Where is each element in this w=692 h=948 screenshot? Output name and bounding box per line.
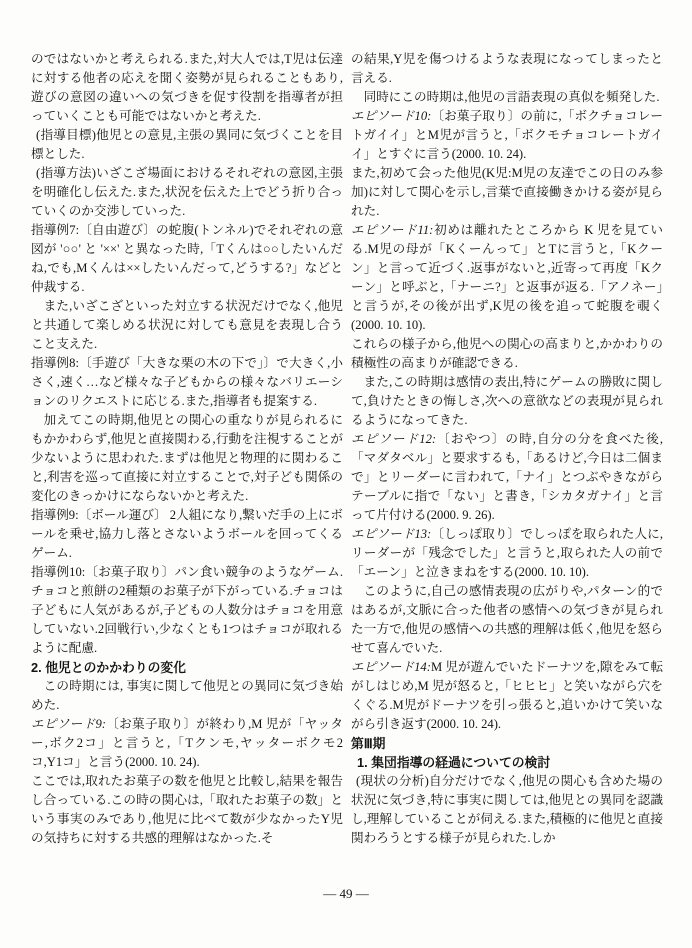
episode-paragraph: エピソード14:M 児が遊んでいたドーナツを,隙をみて転がしはじめ,M 児が怒ると,「ヒヒヒ」と笑いながら穴をくぐる.M児がドーナツを引っ張ると,追いかけて笑いながら引き返す(2000. 10. 24). (351, 660, 663, 731)
example-label: 指導例10: (31, 565, 86, 579)
episode-paragraph: エピソード10:〔お菓子取り〕の前に,「ボクチョコレートガイイ」とM児が言うと,「ボクモチョコレートガイイ」とすぐに言う(2000. 10. 24). (351, 109, 663, 161)
paragraph: (指導目標)他児との意見,主張の異同に気づくことを目標とした. (31, 128, 343, 161)
paragraph: (現状の分析)自分だけでなく,他児の関心も含めた場の状況に気づき,特に事実に関しては,他児との異同を認識し,理解していることが伺える.また,積極的に他児と直接関わろうとする様子が見られた.しか (351, 774, 663, 845)
example-paragraph: 指導例8:〔手遊び「大きな栗の木の下で」〕で大きく,小さく,速く…など様々な子どもからの様々なバリエーションのリクエストに応じる.また,指導者も提案する. (31, 356, 343, 408)
episode-paragraph: エピソード12:〔おやつ〕の時,自分の分を食べた後,「マダタベル」と要求するも,「あるけど,今日は二個まで」とリーダーに言われて,「ナイ」とつぶやきながらテーブルに指で「ない」と書き,「シカタガナイ」と言って片付ける(2000. 9. 26). (351, 432, 663, 522)
paragraph: ここでは,取れたお菓子の数を他児と比較し,結果を報告し合っている.この時の関心は,「取れたお菓子の数」という事実のみであり,他児に比べて数が少なかったY児の気持ちに対する共感的理解はなかった.そ (31, 774, 343, 845)
example-label: 指導例7: (31, 223, 80, 237)
page-number: — 49 — (323, 886, 369, 901)
episode-label: エピソード14: (351, 660, 431, 674)
episode-label: エピソード11: (351, 223, 434, 237)
episode-label: エピソード9: (31, 717, 106, 731)
paragraph: また,この時期は感情の表出,特にゲームの勝敗に関して,負けたときの悔しさ,次への意欲などの表現が見られるようになってきた. (351, 375, 663, 427)
left-column (31, 50, 343, 848)
example-label: 指導例8: (31, 356, 79, 370)
page-footer (0, 886, 692, 902)
episode-paragraph: エピソード13:〔しっぽ取り〕でしっぽを取られた人に,リーダーが「残念でした」と言うと,取られた人の前で「エーン」と泣きまねをする(2000. 10. 10). (351, 527, 663, 579)
paragraph: (指導方法)いざこざ場面におけるそれぞれの意図,主張を明確化し伝えた.また,状況を伝えた上でどう折り合っていくのか交渉していった. (31, 166, 343, 218)
paragraph: このように,自己の感情表現の広がりや,パターン的ではあるが,文脈に合った他者の感情への気づきが見られた一方で,他児の感情への共感的理解は低く,他児を怒らせて喜んでいた. (351, 584, 663, 655)
section-heading: 第Ⅲ期 (351, 736, 386, 751)
paragraph: また,いざこざといった対立する状況だけでなく,他児と共通して楽しめる状況に対しても意見を表現し合うこと支えた. (31, 299, 343, 351)
episode-paragraph: エピソード11:初めは離れたところから K 児を見ている.M児の母が「Kくーんって」とTに言うと,「Kクーン」と言って近づく.返事がないと,近寄って再度「Kクーン」と呼ぶと,「ナーニ?」と返事が返る.「アノネー」と言うが,その後が出ず,K児の後を追って蛇腹を覗く(2000. 10. 10). (351, 223, 663, 332)
episode-label: エピソード12: (351, 432, 437, 446)
section-heading: 2. 他児とのかかわりの変化 (31, 660, 186, 675)
paragraph: これらの様子から,他児への関心の高まりと,かかわりの積極性の高まりが確認できる. (351, 337, 663, 370)
paragraph: 同時にこの時期は,他児の言語表現の真似を頻発した. (363, 90, 660, 104)
paragraph: また,初めて会った他児(K児:M児の友達でこの日のみ参加)に対して関心を示し,言葉で直接働きかける姿が見られた. (351, 166, 663, 218)
example-paragraph: 指導例7:〔自由遊び〕の蛇腹(トンネル)でそれぞれの意図が '○○' と '××' と異なった時,「Tくんは○○したいんだね,でも,Mくんは××したいんだって,どうする?」などと仲裁する. (31, 223, 343, 294)
paragraph: この時期には, 事実に関して他児との異同に気づき始めた. (31, 679, 343, 712)
example-label: 指導例9: (31, 508, 79, 522)
paragraph: の結果,Y児を傷つけるような表現になってしまったと言える. (351, 52, 663, 85)
example-paragraph: 指導例9:〔ボール運び〕 2人組になり,繋いだ手の上にボールを乗せ,協力し落とさないようボールを回ってくるゲーム. (31, 508, 344, 560)
episode-paragraph: エピソード9:〔お菓子取り〕が終わり,M 児が「ヤッター,ボク2コ」と言うと,「Tクンモ,ヤッターボクモ2コ,Y1コ」と言う(2000. 10. 24). (31, 717, 343, 769)
example-paragraph: 指導例10:〔お菓子取り〕パン食い競争のようなゲーム.チョコと煎餅の2種類のお菓子が下がっている.チョコは子どもに人気があるが,子どもの人数分はチョコを用意していない.2回戦行い,少なくとも1つはチョコが取れるように配慮. (31, 565, 343, 655)
paragraph: 加えてこの時期,他児との関心の重なりが見られるにもかかわらず,他児と直接関わる,行動を注視することが少ないように思われた.まずは他児と物理的に関わること,利害を巡って直接に対立することで,対子ども関係の変化のきっかけにならないかと考えた. (31, 413, 343, 503)
section-heading: 1. 集団指導の経過についての検討 (357, 755, 551, 770)
episode-label: エピソード10: (351, 109, 432, 123)
episode-label: エピソード13: (351, 527, 432, 541)
right-column (351, 50, 663, 848)
paragraph: のではないかと考えられる.また,対大人では,T児は伝達に対する他者の応えを聞く姿勢が見られることもあり,遊びの意図の違いへの気づきを促す役割を指導者が担っていくことも可能ではないかと考えた. (31, 52, 343, 123)
